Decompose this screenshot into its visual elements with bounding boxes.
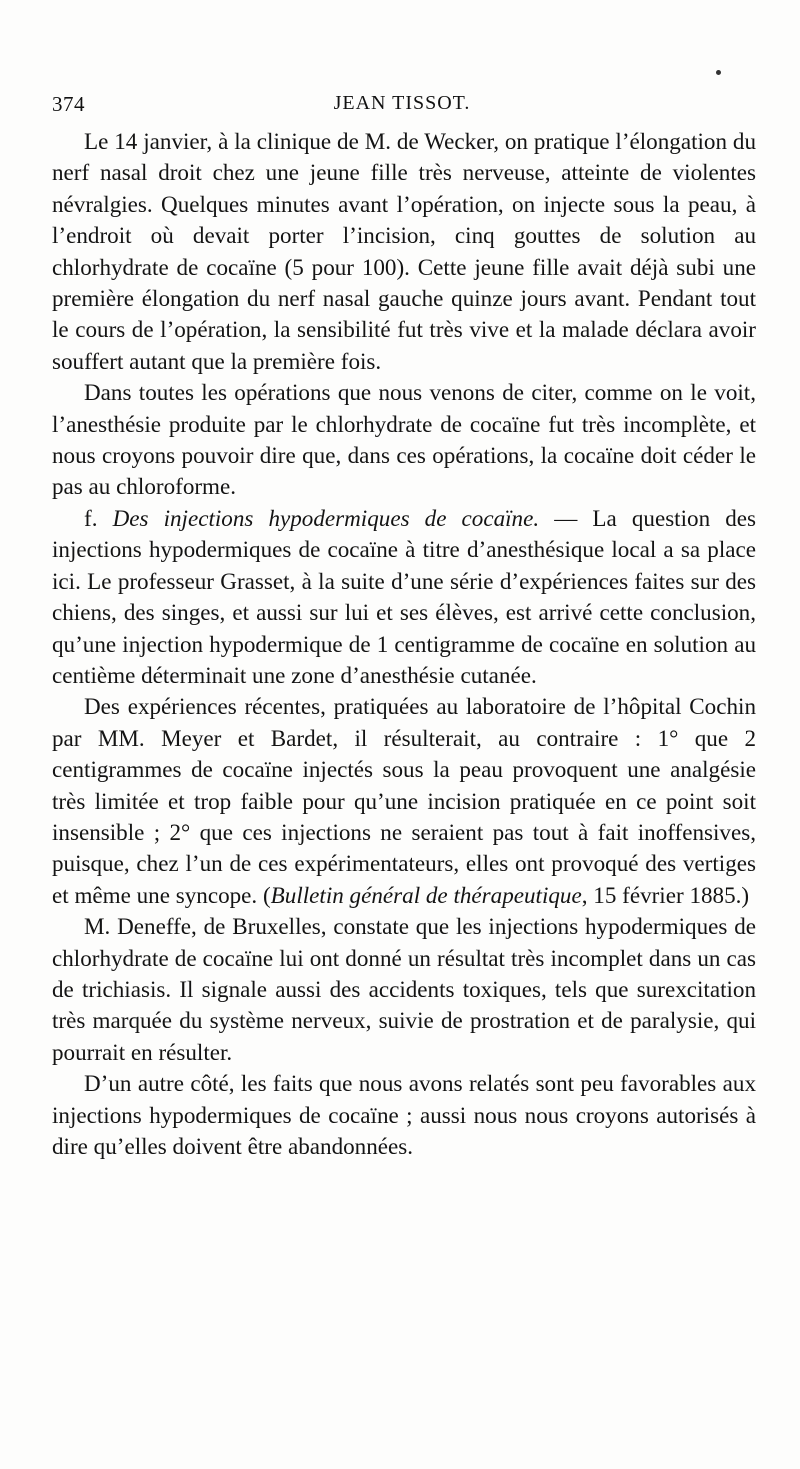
paragraph-experiences: [52, 691, 756, 911]
page-header: [52, 92, 752, 122]
running-head: JEAN TISSOT.: [333, 92, 471, 114]
paragraph-elongation: [52, 126, 756, 377]
section-heading: Des injections hypodermiques de cocaïne.: [112, 504, 540, 531]
paragraph-conclusion: [52, 1068, 756, 1162]
paragraph-text: D’un autre côté, les faits que nous avons relatés sont peu favorables aux injections hypodermiques de cocaïne ; aussi nous nous croyons autorisés à dire qu’elles doivent être abandonnées.: [52, 1070, 756, 1159]
citation-date: , 15 février 1885.): [581, 881, 750, 908]
page-number: 374: [52, 92, 85, 116]
body-text: [52, 126, 756, 1162]
paragraph-operations: [52, 377, 756, 503]
paragraph-text: Le 14 janvier, à la clinique de M. de Wecker, on pratique l’élongation du nerf nasal droit chez une jeune fille très nerveuse, atteinte de violentes névralgies. Quelques minutes avant l’opération, on injecte sous la peau, à l’endroit où devait porter l’incision, cinq gouttes de solution au chlorhydrate de cocaïne (5 pour 100). Cette jeune fille avait déjà subi une première élongation du nerf nasal gauche quinze jours avant. Pendant tout le cours de l’opération, la sensibilité fut très vive et la malade déclara avoir souffert autant que la première fois.: [52, 128, 756, 374]
citation-title: Bulletin général de thérapeutique: [270, 881, 582, 908]
paragraph-text: Des expériences récentes, pratiquées au laboratoire de l’hôpital Cochin par MM. Meyer et Bardet, il résulterait, au contraire : 1° que 2 centigrammes de cocaïne injectés sous la peau provoquent une analgésie très limitée et trop faible pour qu’une incision pratiquée en ce point soit insensible ; 2° que ces injections ne seraient pas tout à fait inoffensives, puisque, chez l’un de ces expérimentateurs, elles ont provoqué des vertiges et même une syncope. (: [52, 693, 756, 908]
section-prefix: f.: [84, 504, 113, 531]
paragraph-text: Dans toutes les opérations que nous venons de citer, comme on le voit, l’anesthésie produite par le chlorhydrate de cocaïne fut très incomplète, et nous croyons pouvoir dire que, dans ces opérations, la cocaïne doit céder le pas au chloroforme.: [52, 379, 756, 500]
paragraph-text: M. Deneffe, de Bruxelles, constate que les injections hypodermiques de chlorhydrate de cocaïne lui ont donné un résultat très incomplet dans un cas de trichiasis. Il signale aussi des accidents toxiques, tels que surexcitation très marquée du système nerveux, suivie de prostration et de paralysie, qui pourrait en résulter.: [52, 913, 756, 1065]
ink-speck: [716, 70, 721, 75]
paragraph-deneffe: [52, 911, 756, 1068]
paragraph-injections: [52, 503, 756, 691]
paragraph-text: — La question des injections hypodermiques de cocaïne à titre d’anesthésique local a sa place ici. Le professeur Grasset, à la suite d’une série d’expériences faites sur des chiens, des singes, et aussi sur lui et ses élèves, est arrivé cette conclusion, qu’une injection hypodermique de 1 centigramme de cocaïne en solution au centième déterminait une zone d’anesthésie cutanée.: [52, 504, 756, 688]
